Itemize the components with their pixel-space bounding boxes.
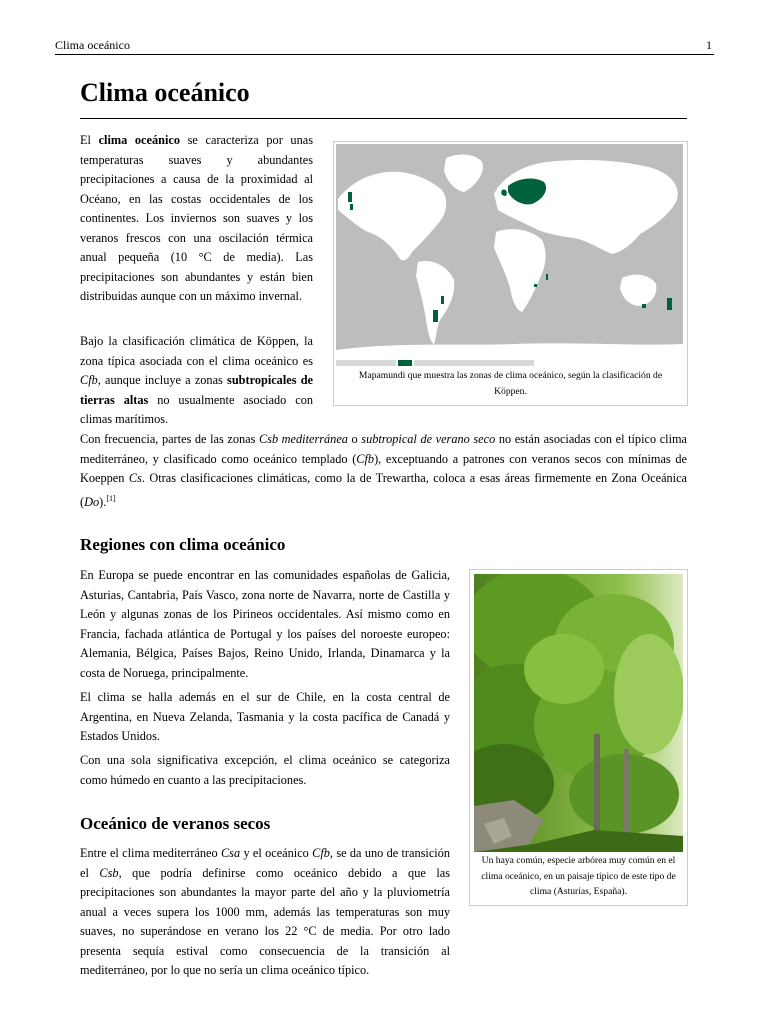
photo-caption: Un haya común, especie arbórea muy común en el clima oceánico, en un paisaje típico de este tipo de clima (Asturias, España). bbox=[481, 855, 676, 897]
running-header-title: Clima oceánico bbox=[55, 38, 130, 52]
world-map-oceanic-climate bbox=[336, 144, 683, 360]
title-divider bbox=[80, 118, 687, 119]
beech-forest-photo bbox=[474, 574, 683, 852]
map-caption: Mapamundi que muestra las zonas de clima oceánico, según la clasificación de Köppen. bbox=[358, 370, 663, 397]
running-header bbox=[55, 38, 714, 55]
map-figure bbox=[333, 141, 688, 406]
intro-paragraph-3: Con frecuencia, partes de las zonas Csb mediterránea o subtropical de verano seco no están asociadas con el típico clima mediterráneo, y clasificado como oceánico templado (Cfb), exceptuando a patrones con veranos secos con mínimas de Koeppen Cs. Otras clasificaciones climáticas, como la de Trewartha, coloca a esas áreas firmemente en Zona Oceánica (Do).[1] bbox=[80, 432, 688, 509]
map-legend bbox=[336, 360, 683, 366]
regions-paragraph-2: El clima se halla además en el sur de Chile, en la costa central de Argentina, en Nueva Zelanda, Tasmania y la costa pacífica de Canadá y Estados Unidos. bbox=[80, 690, 450, 743]
article-title: Clima oceánico bbox=[80, 78, 250, 107]
regions-paragraph-3: Con una sola significativa excepción, el clima oceánico se categoriza como húmedo en cuanto a las precipitaciones. bbox=[80, 753, 450, 787]
section-heading-regions: Regiones con clima oceánico bbox=[80, 535, 286, 554]
map-continent-antarctica bbox=[336, 343, 683, 360]
regions-paragraph-1: En Europa se puede encontrar en las comunidades españolas de Galicia, Asturias, Cantabria, País Vasco, zona norte de Navarra, norte de Castilla y León y algunas zonas de los Pirineos occidentales. Así mismo como en Francia, fachada atlántica de Portugal y los países del noroeste europeo: Alemania, Bélgica, Países Bajos, Reino Unido, Irlanda, Dinamarca y la costa de Noruega, principalmente. bbox=[80, 568, 450, 680]
intro-paragraph-1: El clima oceánico se caracteriza por unas temperaturas suaves y abundantes precipitaciones a causa de la proximidad al Océano, en las costas occidentales de los continentes. Los inviernos son suaves y los veranos frescos con una oscilación térmica anual pequeña (10 °C de media). Las precipitaciones son abundantes y están bien distribuidas aunque con un máximo invernal. bbox=[80, 133, 313, 303]
section-heading-dry-summer: Oceánico de veranos secos bbox=[80, 814, 271, 833]
page-number: 1 bbox=[706, 38, 712, 52]
citation-ref[interactable]: [1] bbox=[106, 493, 116, 503]
photo-figure bbox=[469, 569, 688, 906]
dry-summer-paragraph: Entre el clima mediterráneo Csa y el oceánico Cfb, se da uno de transición el Csb, que podría definirse como oceánico debido a que las precipitaciones son abundantes la mayor parte del año y la pluviometría anual a veces supera los 1000 mm, además las temperaturas son muy suaves, no superándose en verano los 22 °C de media. Por otro lado presenta sequía estival como consecuencia de la transición al mediterráneo, por lo que no sería un clima oceánico típico. bbox=[80, 846, 451, 977]
intro-paragraph-2: Bajo la clasificación climática de Köppen, la zona típica asociada con el clima oceánico es Cfb, aunque incluye a zonas subtropicales de tierras altas no usualmente asociado con climas marítimos. bbox=[80, 334, 313, 426]
